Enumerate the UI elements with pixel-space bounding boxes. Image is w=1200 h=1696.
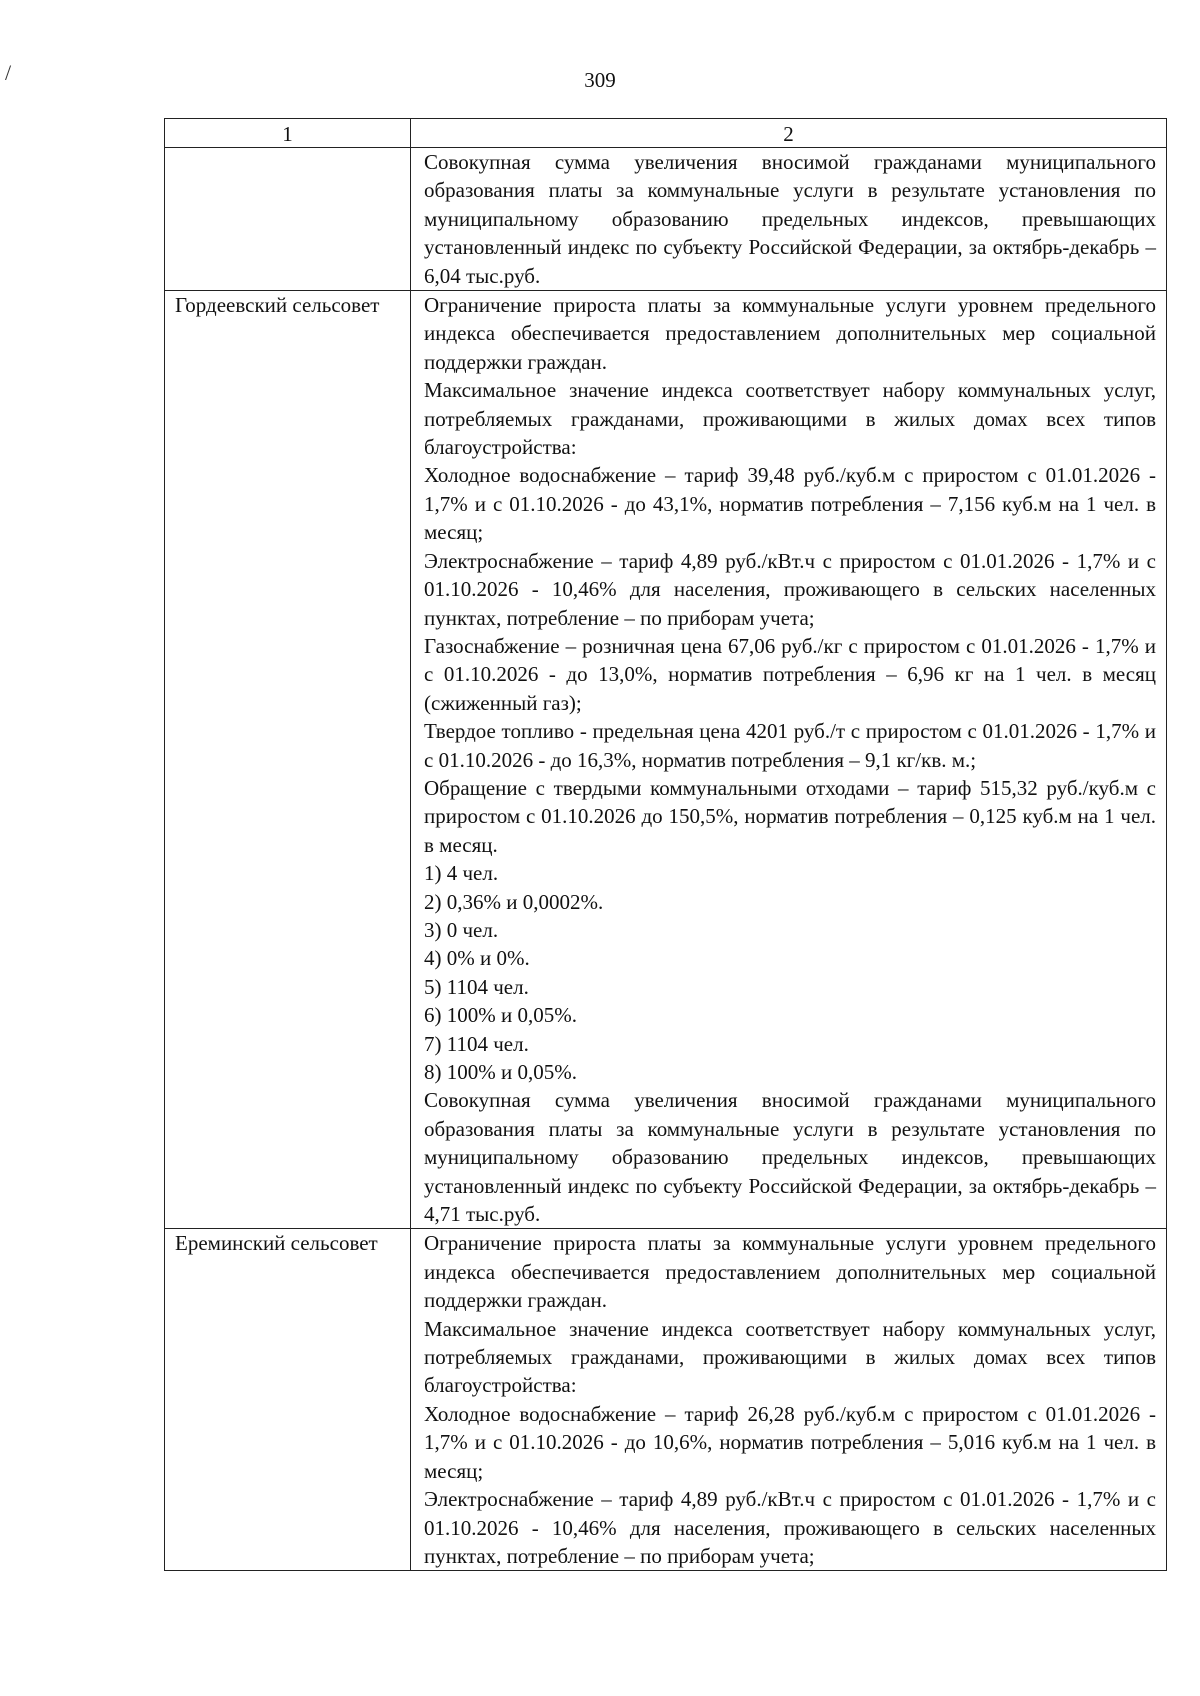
table-body bbox=[165, 148, 1167, 1571]
description-cell bbox=[411, 1229, 1167, 1571]
paragraph: Твердое топливо - предельная цена 4201 руб./т с приростом с 01.01.2026 - 1,7% и с 01.10.2026 - до 16,3%, норматив потребления – 9,1 кг/кв. м.; bbox=[424, 719, 1156, 772]
municipality-name-cell: Гордеевский сельсовет bbox=[165, 291, 411, 1229]
list-item: 4) 0% и 0%. bbox=[424, 946, 530, 971]
municipality-name-cell bbox=[165, 148, 411, 291]
paragraph: Ограничение прироста платы за коммунальные услуги уровнем предельного индекса обеспечивается предоставлением дополнительных мер социальной поддержки граждан. bbox=[424, 1231, 1156, 1313]
paragraph: Газоснабжение – розничная цена 67,06 руб./кг с приростом с 01.01.2026 - 1,7% и с 01.10.2026 - до 13,0%, норматив потребления – 6,96 кг на 1 чел. в месяц (сжиженный газ); bbox=[424, 633, 1156, 715]
list-item: 6) 100% и 0,05%. bbox=[424, 1003, 577, 1028]
paragraph: Холодное водоснабжение – тариф 26,28 руб./куб.м с приростом с 01.01.2026 - 1,7% и с 01.10.2026 - до 10,6%, норматив потребления – 5,016 куб.м на 1 чел. в месяц; bbox=[424, 1401, 1156, 1483]
paragraph: Совокупная сумма увеличения вносимой гражданами муниципального образования платы за коммунальные услуги в результате установления по муниципальному образованию предельных индексов, превышающих установленный индекс по субъекту Российской Федерации, за октябрь-декабрь – 4,71 тыс.руб. bbox=[424, 1088, 1156, 1227]
table-row bbox=[165, 1229, 1167, 1571]
paragraph: Ограничение прироста платы за коммунальные услуги уровнем предельного индекса обеспечивается предоставлением дополнительных мер социальной поддержки граждан. bbox=[424, 293, 1156, 374]
paragraph: Электроснабжение – тариф 4,89 руб./кВт.ч с приростом с 01.01.2026 - 1,7% и с 01.10.2026 - 10,46% для населения, проживающего в сельских населенных пунктах, потребление – по приборам учета; bbox=[424, 548, 1156, 630]
municipality-name-cell: Ереминский сельсовет bbox=[165, 1229, 411, 1571]
column-header: 1 bbox=[165, 119, 411, 148]
column-header: 2 bbox=[411, 119, 1167, 148]
description-cell bbox=[411, 148, 1167, 291]
list-item: 2) 0,36% и 0,0002%. bbox=[424, 889, 604, 914]
list-item: 5) 1104 чел. bbox=[424, 974, 529, 999]
paragraph: Максимальное значение индекса соответствует набору коммунальных услуг, потребляемых гражданами, проживающими в жилых домах всех типов благоустройства: bbox=[424, 1316, 1156, 1398]
paragraph: Максимальное значение индекса соответствует набору коммунальных услуг, потребляемых гражданами, проживающими в жилых домах всех типов благоустройства: bbox=[424, 378, 1156, 460]
description-cell bbox=[411, 291, 1167, 1229]
page-number: 309 bbox=[584, 68, 616, 92]
document-table bbox=[164, 118, 1167, 1571]
list-item: 8) 100% и 0,05%. bbox=[424, 1060, 577, 1084]
paragraph: Совокупная сумма увеличения вносимой гражданами муниципального образования платы за коммунальные услуги в результате установления по муниципальному образованию предельных индексов, превышающих установленный индекс по субъекту Российской Федерации, за октябрь-декабрь – 6,04 тыс.руб. bbox=[424, 150, 1156, 288]
margin-mark: / bbox=[5, 60, 12, 85]
table-header-row bbox=[165, 119, 1167, 148]
table-row bbox=[165, 291, 1167, 1229]
table-row bbox=[165, 148, 1167, 291]
list-item: 3) 0 чел. bbox=[424, 917, 499, 942]
paragraph: Обращение с твердыми коммунальными отходами – тариф 515,32 руб./куб.м с приростом с 01.10.2026 до 150,5%, норматив потребления – 0,125 куб.м на 1 чел. в месяц. bbox=[424, 775, 1156, 857]
list-item: 7) 1104 чел. bbox=[424, 1031, 529, 1056]
list-item: 1) 4 чел. bbox=[424, 861, 499, 886]
paragraph: Холодное водоснабжение – тариф 39,48 руб./куб.м с приростом с 01.01.2026 - 1,7% и с 01.10.2026 - до 43,1%, норматив потребления – 7,156 куб.м на 1 чел. в месяц; bbox=[424, 463, 1156, 545]
paragraph: Электроснабжение – тариф 4,89 руб./кВт.ч с приростом с 01.01.2026 - 1,7% и с 01.10.2026 - 10,46% для населения, проживающего в сельских населенных пунктах, потребление – по приборам учета; bbox=[424, 1487, 1156, 1568]
